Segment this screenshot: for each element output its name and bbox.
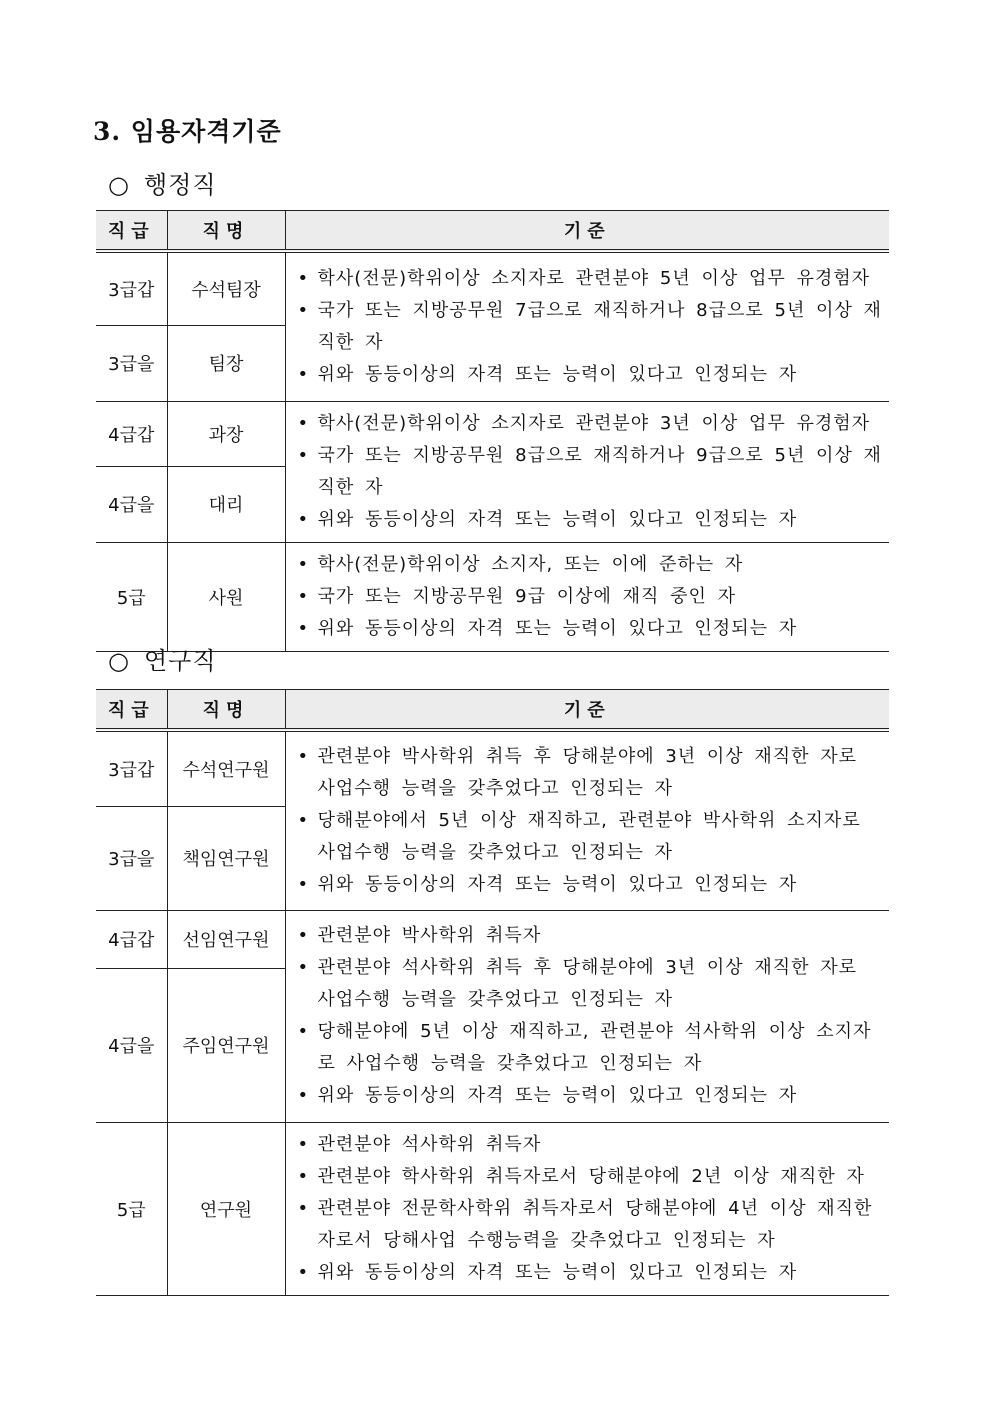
- admin-table: [96, 210, 889, 652]
- grade-cell: 4급을: [96, 467, 167, 542]
- criteria-item: • 학사(전문)학위이상 소지자, 또는 이에 준하는 자: [296, 549, 884, 581]
- criteria-cell: [285, 1122, 889, 1295]
- research-subtitle: [108, 641, 217, 676]
- grade-cell: 3급을: [96, 325, 167, 401]
- header-grade: 직급: [96, 211, 167, 252]
- criteria-item: • 위와 동등이상의 자격 또는 능력이 있다고 인정되는 자: [296, 869, 884, 901]
- criteria-item: • 국가 또는 지방공무원 8급으로 재직하거나 9급으로 5년 이상 재직한 자: [296, 440, 884, 504]
- table-row: [96, 910, 889, 968]
- title-cell: 사원: [167, 542, 285, 651]
- header-grade: 직급: [96, 690, 167, 731]
- criteria-item: • 관련분야 박사학위 취득 후 당해분야에 3년 이상 재직한 자로 사업수행 능력을 갖추었다고 인정되는 자: [296, 741, 884, 805]
- criteria-cell: [285, 401, 889, 542]
- criteria-item: • 위와 동등이상의 자격 또는 능력이 있다고 인정되는 자: [296, 1080, 884, 1112]
- admin-title: 행정직: [143, 171, 217, 199]
- table-row: [96, 730, 889, 806]
- criteria-item: • 관련분야 석사학위 취득 후 당해분야에 3년 이상 재직한 자로 사업수행 능력을 갖추었다고 인정되는 자: [296, 952, 884, 1016]
- criteria-cell: [285, 730, 889, 910]
- section-title: 3. 임용자격기준: [93, 117, 282, 146]
- title-cell: 주임연구원: [167, 968, 285, 1122]
- criteria-item: • 위와 동등이상의 자격 또는 능력이 있다고 인정되는 자: [296, 1257, 884, 1289]
- grade-cell: 5급: [96, 1122, 167, 1295]
- grade-cell: 4급갑: [96, 910, 167, 968]
- table-row: [96, 251, 889, 325]
- grade-cell: 3급갑: [96, 251, 167, 325]
- grade-cell: 4급갑: [96, 401, 167, 467]
- criteria-item: • 당해분야에서 5년 이상 재직하고, 관련분야 박사학위 소지자로 사업수행 능력을 갖추었다고 인정되는 자: [296, 805, 884, 869]
- criteria-item: • 관련분야 전문학사학위 취득자로서 당해분야에 4년 이상 재직한 자로서 당해사업 수행능력을 갖추었다고 인정되는 자: [296, 1193, 884, 1257]
- criteria-item: • 학사(전문)학위이상 소지자로 관련분야 5년 이상 업무 유경험자: [296, 263, 884, 295]
- circle-bullet-icon: ○: [108, 171, 130, 199]
- criteria-item: • 위와 동등이상의 자격 또는 능력이 있다고 인정되는 자: [296, 504, 884, 536]
- research-title: 연구직: [143, 647, 217, 675]
- criteria-item: • 학사(전문)학위이상 소지자로 관련분야 3년 이상 업무 유경험자: [296, 408, 884, 440]
- admin-subtitle: [108, 165, 217, 200]
- criteria-item: • 국가 또는 지방공무원 7급으로 재직하거나 8급으로 5년 이상 재직한 자: [296, 295, 884, 359]
- header-title: 직명: [167, 690, 285, 731]
- title-cell: 대리: [167, 467, 285, 542]
- grade-cell: 3급을: [96, 806, 167, 910]
- grade-cell: 5급: [96, 542, 167, 651]
- criteria-item: • 관련분야 학사학위 취득자로서 당해분야에 2년 이상 재직한 자: [296, 1161, 884, 1193]
- criteria-item: • 위와 동등이상의 자격 또는 능력이 있다고 인정되는 자: [296, 613, 884, 645]
- title-cell: 선임연구원: [167, 910, 285, 968]
- title-cell: 연구원: [167, 1122, 285, 1295]
- criteria-item: • 국가 또는 지방공무원 9급 이상에 재직 중인 자: [296, 581, 884, 613]
- title-cell: 수석팀장: [167, 251, 285, 325]
- title-cell: 책임연구원: [167, 806, 285, 910]
- header-title: 직명: [167, 211, 285, 252]
- criteria-item: • 위와 동등이상의 자격 또는 능력이 있다고 인정되는 자: [296, 359, 884, 391]
- grade-cell: 4급을: [96, 968, 167, 1122]
- research-table: [96, 689, 889, 1296]
- table-header-row: [96, 211, 889, 252]
- table-row: [96, 542, 889, 651]
- criteria-item: • 관련분야 석사학위 취득자: [296, 1129, 884, 1161]
- title-cell: 과장: [167, 401, 285, 467]
- title-cell: 수석연구원: [167, 730, 285, 806]
- grade-cell: 3급갑: [96, 730, 167, 806]
- table-header-row: [96, 690, 889, 731]
- criteria-cell: [285, 542, 889, 651]
- criteria-item: • 관련분야 박사학위 취득자: [296, 920, 884, 952]
- circle-bullet-icon: ○: [108, 647, 130, 675]
- table-row: [96, 1122, 889, 1295]
- criteria-item: • 당해분야에 5년 이상 재직하고, 관련분야 석사학위 이상 소지자로 사업수행 능력을 갖추었다고 인정되는 자: [296, 1016, 884, 1080]
- criteria-cell: [285, 251, 889, 401]
- header-criteria: 기준: [285, 690, 889, 731]
- header-criteria: 기준: [285, 211, 889, 252]
- table-row: [96, 401, 889, 467]
- criteria-cell: [285, 910, 889, 1122]
- title-cell: 팀장: [167, 325, 285, 401]
